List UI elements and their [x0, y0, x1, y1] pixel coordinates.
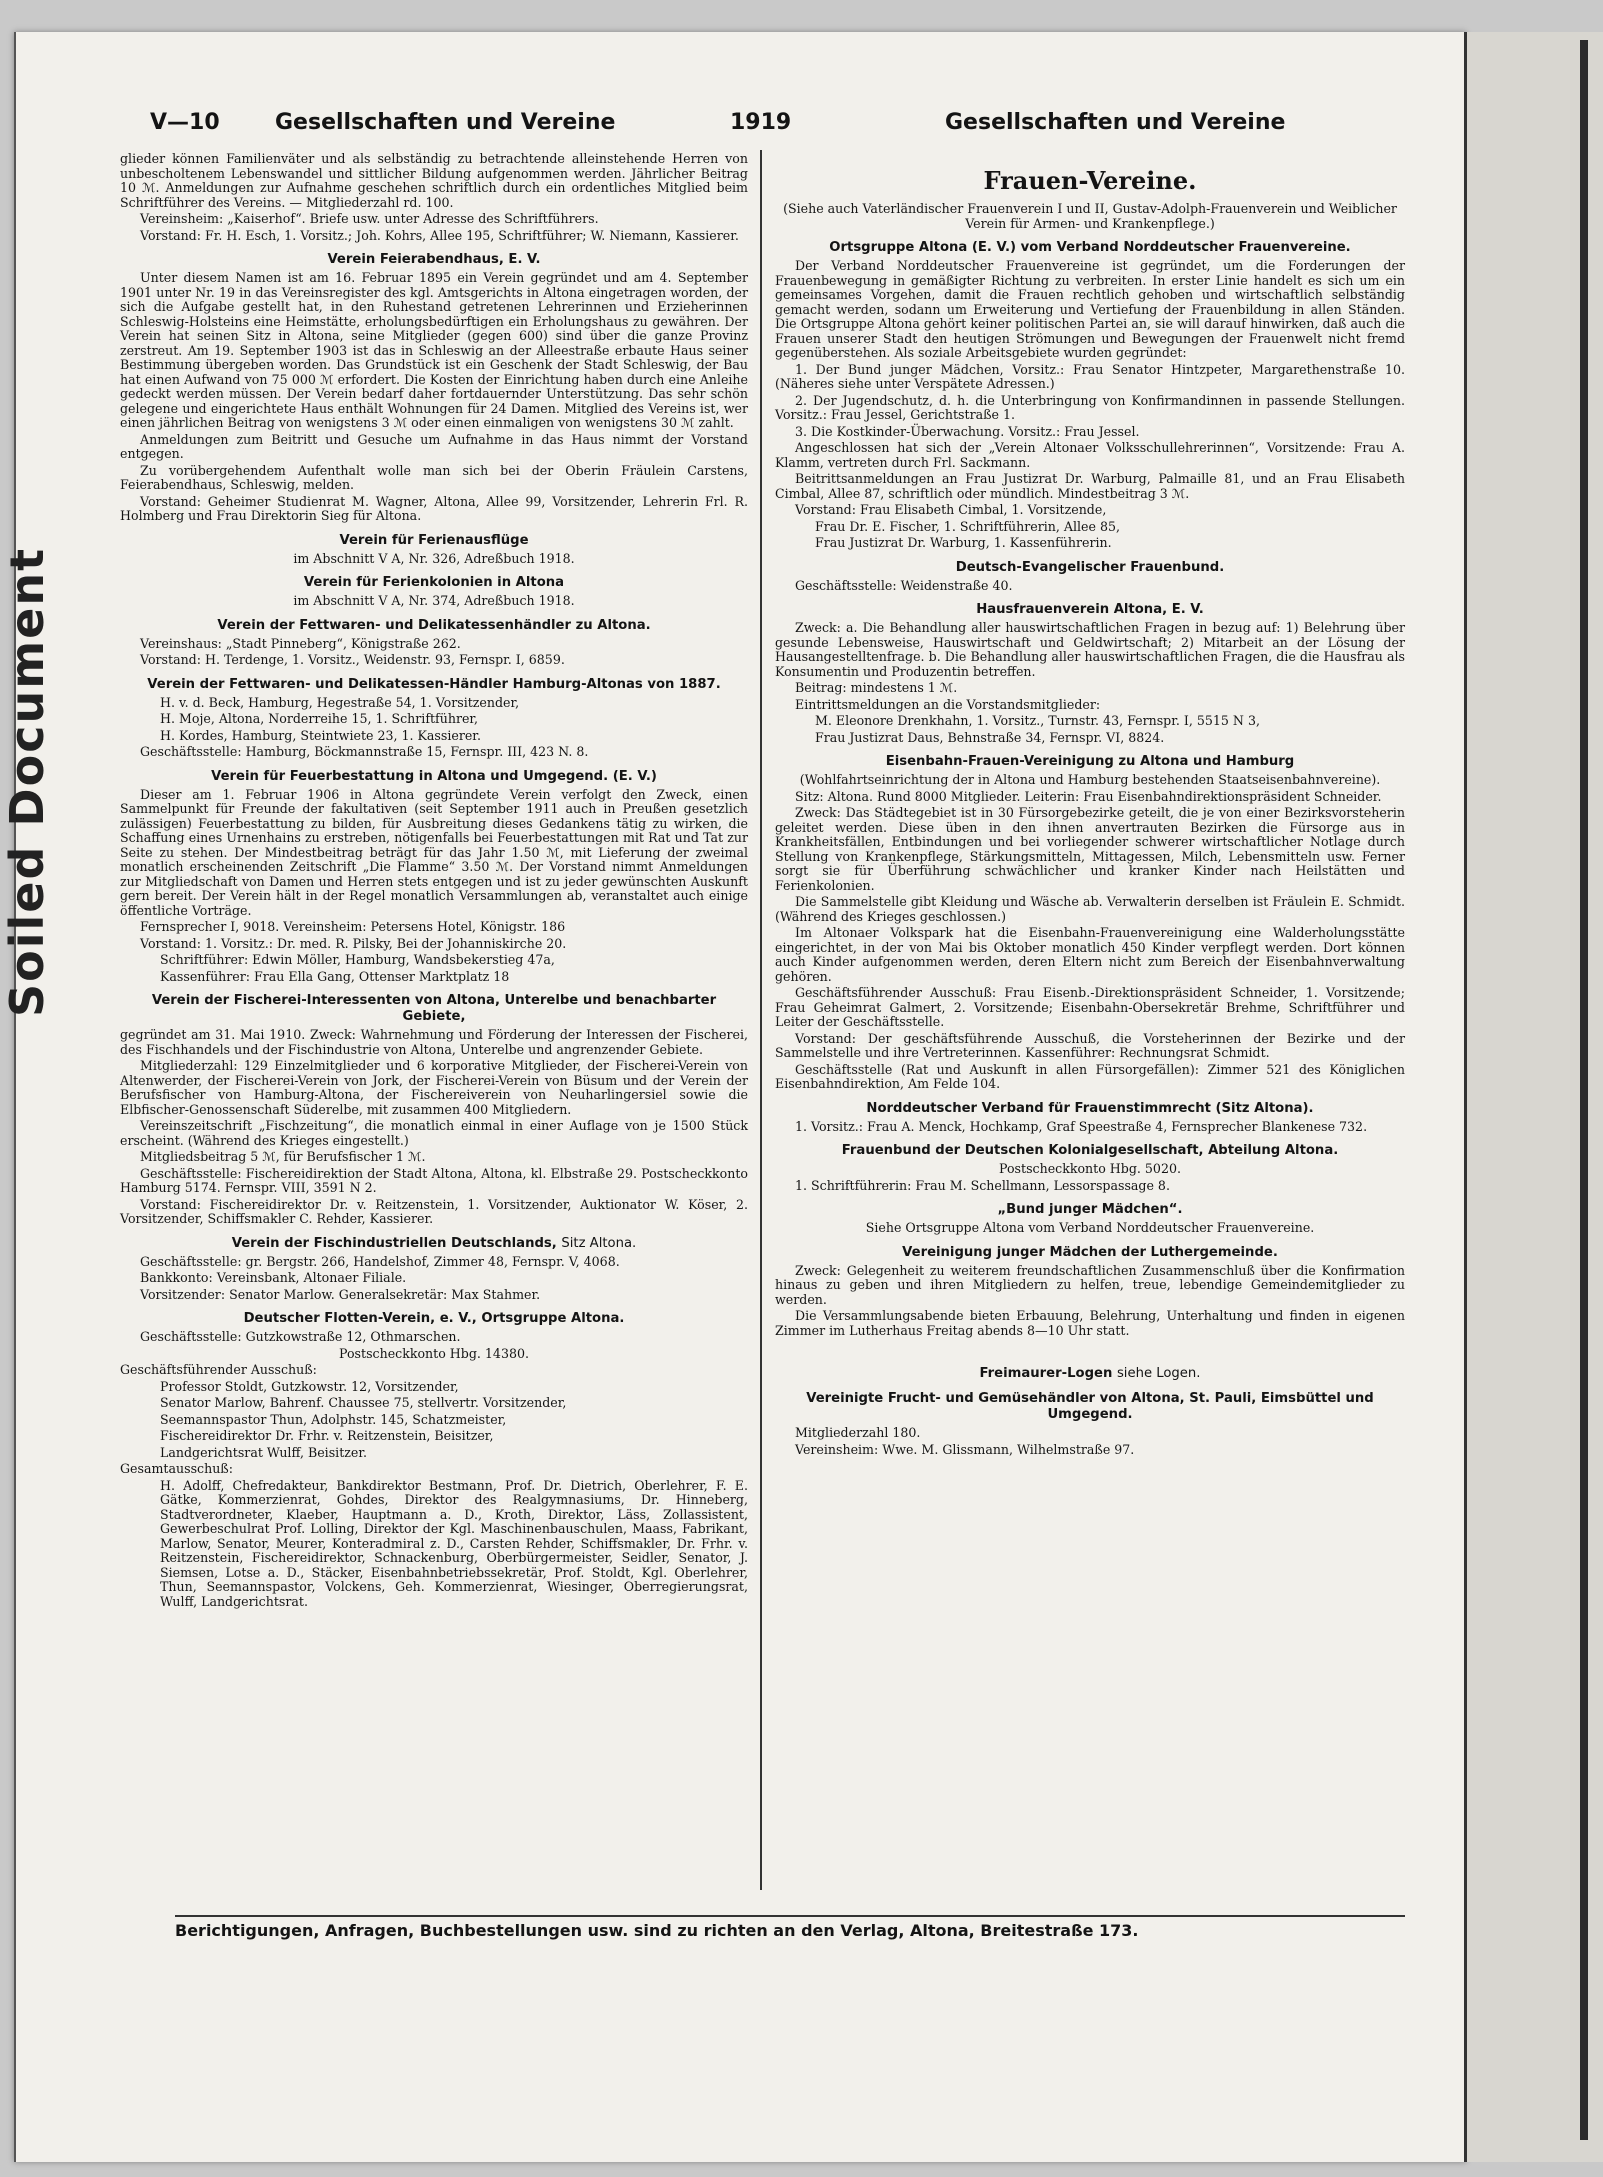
paragraph: Frau Justizrat Daus, Behnstraße 34, Fernspr. VI, 8824. — [815, 729, 1165, 745]
section-title: Verein der Fischerei-Interessenten von Altona, Unterelbe und benachbarter Gebiete, — [151, 993, 717, 1024]
paragraph: Zweck: a. Die Behandlung aller hauswirtschaftlichen Fragen in bezug auf: 1) Belehrung über gesunde Lebensweise, Hauswirtschaft und Geldwirtschaft; 2) Mitarbeit an der Lösung der Hausangestelltenfrage. b. Die Behandlung aller hauswirtschaftlichen Fragen, die die Hausfrau als Konsumentin und Produzentin betreffen. — [775, 620, 1405, 679]
page-number: V—10 — [150, 110, 220, 135]
paragraph: Angeschlossen hat sich der „Verein Altonaer Volksschullehrerinnen“, Vorsitzende: Frau A. Klamm, vertreten durch Frl. Sackmann. — [775, 440, 1405, 470]
paragraph: H. v. d. Beck, Hamburg, Hegestraße 54, 1. Vorsitzender, — [160, 694, 520, 710]
section-title: Verein für Feuerbestattung in Altona und Umgegend. (E. V.) — [211, 768, 657, 784]
section-title-suffix: Sitz Altona. — [561, 1235, 637, 1251]
running-header — [150, 110, 1320, 144]
paragraph: Kassenführer: Frau Ella Gang, Ottenser Marktplatz 18 — [160, 968, 510, 984]
paragraph: Siehe Ortsgruppe Altona vom Verband Norddeutscher Frauenvereine. — [865, 1220, 1315, 1235]
section-title: Verein für Ferienausflüge — [339, 532, 529, 548]
paragraph: Postscheckkonto Hbg. 14380. — [339, 1345, 529, 1361]
binding-shadow — [1580, 40, 1588, 2140]
paragraph: Professor Stoldt, Gutzkowstr. 12, Vorsitzender, — [160, 1378, 459, 1394]
section-title: Norddeutscher Verband für Frauenstimmrecht (Sitz Altona). — [866, 1100, 1314, 1116]
paragraph: 1. Der Bund junger Mädchen, Vorsitz.: Frau Senator Hintzpeter, Margarethenstraße 10. (Näheres siehe unter Verspätete Adressen.) — [775, 361, 1405, 391]
section-title: Ortsgruppe Altona (E. V.) vom Verband Norddeutscher Frauenvereine. — [829, 240, 1351, 255]
paragraph: Frau Justizrat Dr. Warburg, 1. Kassenführerin. — [815, 535, 1112, 550]
paragraph: 2. Der Jugendschutz, d. h. die Unterbringung von Konfirmandinnen in passende Stellungen. Vorsitz.: Frau Jessel, Gerichtstraße 1. — [775, 392, 1405, 422]
paragraph: Der Verband Norddeutscher Frauenvereine ist gegründet, um die Forderungen der Frauenbewegung in gemäßigter Richtung zu verbreiten. In erster Linie handelt es sich um ein gemeinsames Vorgehen, damit die Frauen rechtlich gehoben und wirtschaftlich selbständig gemacht werden, sodann um Erweiterung und Vertiefung der Frauenbildung in allen Ständen. Die Ortsgruppe Altona gehört keiner politischen Partei an, sie will darauf hinwirken, daß auch die Frauen unserer Stadt den heutigen Strömungen und Bewegungen der Frauenwelt nicht fremd gegenüberstehen. Als soziale Arbeitsgebiete wurden gegründet: — [775, 258, 1405, 360]
paragraph: Landgerichtsrat Wulff, Beisitzer. — [160, 1444, 367, 1460]
paragraph: Zweck: Das Städtegebiet ist in 30 Fürsorgebezirke geteilt, die je von einer Bezirksvorsteherin geleitet werden. Diese üben in den ihnen anvertrauten Bezirken die Fürsorge aus in Krankheitsfällen, Entbindungen und bei vorliegender schwerer wirtschaftlicher Notlage durch Stellung von Krankenpflege, Stärkungsmitteln, Mittagessen, Milch, Lebensmitteln usw. Ferner sorgt sie für Überführung schwächlicher und kranker Kinder nach Heilstätten und Ferienkolonien. — [775, 805, 1405, 893]
section-title-suffix: siehe Logen. — [1116, 1366, 1201, 1381]
paragraph: gegründet am 31. Mai 1910. Zweck: Wahrnehmung und Förderung der Interessen der Fischerei, des Fischhandels und der Fischindustrie von Altona, Unterelbe und angrenzender Gebiete. — [120, 1027, 748, 1057]
section-title-text: Verein der Fischindustriellen Deutschlands, — [231, 1235, 557, 1251]
paragraph: Zu vorübergehendem Aufenthalt wolle man sich bei der Oberin Fräulein Carstens, Feierabendhaus, Schleswig, melden. — [120, 462, 748, 492]
header-right-title: Gesellschaften und Vereine — [945, 110, 1286, 135]
paragraph: Fischereidirektor Dr. Frhr. v. Reitzenstein, Beisitzer, — [160, 1428, 494, 1443]
section-title: Hausfrauenverein Altona, E. V. — [976, 602, 1204, 617]
paragraph: (Wohlfahrtseinrichtung der in Altona und Hamburg bestehenden Staatseisenbahnvereine). — [799, 772, 1381, 787]
paragraph: Mitgliederzahl 180. — [795, 1425, 921, 1440]
section-title: Eisenbahn-Frauen-Vereinigung zu Altona und Hamburg — [885, 754, 1295, 769]
edge-watermark: Soiled Document — [0, 546, 54, 1018]
left-column — [120, 152, 748, 1897]
paragraph: Vorstand: H. Terdenge, 1. Vorsitz., Weidenstr. 93, Fernspr. I, 6859. — [140, 652, 565, 667]
paragraph: Eintrittsmeldungen an die Vorstandsmitglieder: — [795, 696, 1101, 712]
paragraph: Schriftführer: Edwin Möller, Hamburg, Wandsbekerstieg 47a, — [160, 952, 555, 967]
paragraph: Geschäftsführender Ausschuß: — [120, 1362, 317, 1377]
paragraph: Postscheckkonto Hbg. 5020. — [999, 1161, 1181, 1176]
section-title: Verein der Fettwaren- und Delikatessenhändler zu Altona. — [217, 617, 651, 633]
section-title — [120, 1236, 748, 1252]
paragraph: Gesamtausschuß: — [120, 1461, 233, 1476]
paragraph: Zweck: Gelegenheit zu weiterem freundschaftlichen Zusammenschluß über die Konfirmation hinaus zu geben und ihren Mitgliedern zu helfen, treue, lebendige Gemeindemitglieder zu werden. — [775, 1262, 1405, 1307]
section-title-text: Freimaurer-Logen — [979, 1366, 1113, 1381]
paragraph: Sitz: Altona. Rund 8000 Mitglieder. Leiterin: Frau Eisenbahndirektionspräsident Schneider. — [795, 788, 1382, 804]
paragraph: Frau Dr. E. Fischer, 1. Schriftführerin, Allee 85, — [815, 518, 1120, 534]
section-title: Vereinigte Frucht- und Gemüsehändler von Altona, St. Pauli, Eimsbüttel und Umgegend. — [806, 1391, 1374, 1422]
section-title: Deutscher Flotten-Verein, e. V., Ortsgruppe Altona. — [243, 1311, 625, 1326]
paragraph: Vorstand: Fr. H. Esch, 1. Vorsitz.; Joh. Kohrs, Allee 195, Schriftführer; W. Niemann, Kassierer. — [140, 227, 739, 243]
paragraph: H. Moje, Altona, Norderreihe 15, 1. Schriftführer, — [160, 711, 479, 726]
paragraph: Vereinshaus: „Stadt Pinneberg“, Königstraße 262. — [140, 635, 461, 651]
paragraph: Vereinsheim: Wwe. M. Glissmann, Wilhelmstraße 97. — [795, 1441, 1135, 1457]
paragraph: im Abschnitt V A, Nr. 374, Adreßbuch 1918. — [293, 593, 575, 608]
paragraph: Seemannspastor Thun, Adolphstr. 145, Schatzmeister, — [160, 1411, 507, 1427]
paragraph: glieder können Familienväter und als selbständig zu betrachtende alleinstehende Herren von unbescholtenem Lebenswandel und sittlicher Bildung aufgenommen werden. Jährlicher Beitrag 10 ℳ. Anmeldungen zur Aufnahme geschehen schriftlich durch ein ordentliches Mitglied beim Schriftführer des Vereins. — Mitgliederzahl rd. 100. — [120, 151, 748, 210]
paragraph: im Abschnitt V A, Nr. 326, Adreßbuch 1918. — [293, 550, 575, 566]
paragraph: Anmeldungen zum Beitritt und Gesuche um Aufnahme in das Haus nimmt der Vorstand entgegen. — [120, 431, 748, 461]
paragraph: Geschäftsstelle: Hamburg, Böckmannstraße 15, Fernspr. III, 423 N. 8. — [140, 744, 589, 759]
paragraph: Im Altonaer Volkspark hat die Eisenbahn-Frauenvereinigung eine Walderholungsstätte eingerichtet, in der von Mai bis Oktober monatlich 450 Kinder verpflegt werden. Dort können auch Kinder aufgenommen werden, deren Eltern nicht zum Bereich der Eisenbahnverwaltung gehören. — [775, 925, 1405, 984]
paragraph: Beitrittsanmeldungen an Frau Justizrat Dr. Warburg, Palmaille 81, und an Frau Elisabeth Cimbal, Allee 87, schriftlich oder mündlich. Mindestbeitrag 3 ℳ. — [775, 471, 1405, 501]
paragraph: Geschäftsstelle: Weidenstraße 40. — [795, 577, 1013, 593]
section-title: Deutsch-Evangelischer Frauenbund. — [955, 559, 1225, 575]
right-column — [775, 152, 1405, 1897]
paragraph: Vorstand: Frau Elisabeth Cimbal, 1. Vorsitzende, — [795, 502, 1107, 517]
paragraph: (Siehe auch Vaterländischer Frauenverein I und II, Gustav-Adolph-Frauenverein und Weiblicher Verein für Armen- und Krankenpflege.) — [783, 201, 1397, 231]
section-title: Verein Feierabendhaus, E. V. — [327, 252, 541, 267]
header-left-title: Gesellschaften und Vereine — [275, 110, 616, 135]
paragraph: Senator Marlow, Bahrenf. Chaussee 75, stellvertr. Vorsitzender, — [160, 1395, 567, 1410]
category-title: Frauen-Vereine. — [983, 166, 1197, 195]
paragraph: Bankkonto: Vereinsbank, Altonaer Filiale. — [140, 1270, 407, 1285]
paragraph: Vorstand: Fischereidirektor Dr. v. Reitzenstein, 1. Vorsitzender, Auktionator W. Köser, 2. Vorsitzender, Schiffsmakler C. Rehder, Kassierer. — [120, 1196, 748, 1226]
paragraph: Geschäftsstelle: gr. Bergstr. 266, Handelshof, Zimmer 48, Fernspr. V, 4068. — [140, 1253, 620, 1269]
paragraph: Geschäftsführender Ausschuß: Frau Eisenb.-Direktionspräsident Schneider, 1. Vorsitzende; Frau Geheimrat Galmert, 2. Vorsitzende; Eisenbahn-Obersekretär Brehme, Schriftführer und Leiter der Geschäftsstelle. — [775, 985, 1405, 1029]
paragraph: Vereinsheim: „Kaiserhof“. Briefe usw. unter Adresse des Schriftführers. — [140, 211, 599, 226]
section-title: Verein für Ferienkolonien in Altona — [303, 575, 565, 590]
paragraph: Geschäftsstelle: Fischereidirektion der Stadt Altona, Altona, kl. Elbstraße 29. Postscheckkonto Hamburg 5174. Fernspr. VIII, 3591 N 2. — [120, 1165, 748, 1195]
paragraph: Vorsitzender: Senator Marlow. Generalsekretär: Max Stahmer. — [140, 1286, 541, 1302]
section-title: Frauenbund der Deutschen Kolonialgesellschaft, Abteilung Altona. — [841, 1143, 1339, 1158]
section-title — [775, 1366, 1405, 1382]
header-year: 1919 — [730, 110, 792, 135]
paragraph: Die Versammlungsabende bieten Erbauung, Belehrung, Unterhaltung und finden in eigenen Zimmer im Lutherhaus Freitag abends 8—10 Uhr statt. — [775, 1308, 1405, 1338]
paragraph: Vorstand: 1. Vorsitz.: Dr. med. R. Pilsky, Bei der Johanniskirche 20. — [140, 935, 567, 951]
paragraph: Beitrag: mindestens 1 ℳ. — [795, 680, 958, 695]
paragraph: Mitgliederzahl: 129 Einzelmitglieder und 6 korporative Mitglieder, der Fischerei-Verein von Altenwerder, der Fischerei-Verein von Jork, der Fischerei-Verein von Büsum und der Verein der Berufsfischer von Hamburg-Altona, der Fischereiverein von Neuharlingersiel sowie die Elbfischer-Genossenschaft Süderelbe, mit zusammen 400 Mitgliedern. — [120, 1058, 748, 1117]
section-title: „Bund junger Mädchen“. — [997, 1202, 1183, 1217]
paragraph: Vorstand: Geheimer Studienrat M. Wagner, Altona, Allee 99, Vorsitzender, Lehrerin Frl. R. Holmberg und Frau Direktorin Sieg für Altona. — [120, 493, 748, 523]
paragraph: Geschäftsstelle (Rat und Auskunft in allen Fürsorgefällen): Zimmer 521 des Königlichen Eisenbahndirektion, Am Felde 104. — [775, 1061, 1405, 1091]
section-title: Verein der Fettwaren- und Delikatessen-Händler Hamburg-Altonas von 1887. — [147, 676, 721, 692]
column-divider — [760, 150, 762, 1890]
paragraph: Die Sammelstelle gibt Kleidung und Wäsche ab. Verwalterin derselben ist Fräulein E. Schmidt. (Während des Krieges geschlossen.) — [775, 894, 1405, 924]
paragraph: 1. Vorsitz.: Frau A. Menck, Hochkamp, Graf Speestraße 4, Fernsprecher Blankenese 732. — [795, 1118, 1368, 1134]
paragraph: Geschäftsstelle: Gutzkowstraße 12, Othmarschen. — [140, 1329, 461, 1344]
paragraph: 1. Schriftführerin: Frau M. Schellmann, Lessorspassage 8. — [795, 1177, 1170, 1193]
paragraph: Mitgliedsbeitrag 5 ℳ, für Berufsfischer 1 ℳ. — [140, 1149, 426, 1164]
paragraph: Unter diesem Namen ist am 16. Februar 1895 ein Verein gegründet und am 4. September 1901 unter Nr. 19 in das Vereinsregister des kgl. Amtsgerichts in Altona eingetragen worden, der sich die Aufgabe gestellt hat, in den Ruhestand getretenen Lehrerinnen und Erzieherinnen Schleswig-Holsteins eine Heimstätte, erholungsbedürftigen ein Erholungshaus zu gewähren. Der Verein hat seinen Sitz in Altona, seine Mitglieder (gegen 600) sind über die ganze Provinz zerstreut. Am 19. September 1903 ist das in Schleswig an der Alleestraße erbaute Haus seiner Bestimmung übergeben worden. Das Grundstück ist ein Geschenk der Stadt Schleswig, der Bau hat einen Aufwand von 75 000 ℳ erfordert. Die Kosten der Einrichtung haben durch eine Anleihe gedeckt werden müssen. Der Verein bedarf daher fortdauernder Unterstützung. Das sehr schön gelegene und eingerichtete Haus enthält Wohnungen für 24 Damen. Mitglied des Vereins ist, wer einen jährlichen Beitrag von wenigstens 3 ℳ oder einen einmaligen von wenigstens 30 ℳ zahlt. — [120, 270, 748, 430]
paragraph: Dieser am 1. Februar 1906 in Altona gegründete Verein verfolgt den Zweck, einen Sammelpunkt für Freunde der fakultativen (seit September 1911 auch in Preußen gesetzlich zulässigen) Feuerbestattung zu bilden, für Ausbreitung dieses Gedankens tätig zu wirken, die Schaffung eines Urnenhains zu erstreben, nötigenfalls bei Feuerbestattungen mit Rat und Tat zur Seite zu stehen. Der Mindestbeitrag beträgt für das Jahr 1.50 ℳ, mit Lieferung der zweimal monatlich erscheinenden Zeitschrift „Die Flamme“ 3.50 ℳ. Der Vorstand nimmt Anmeldungen zur Mitgliedschaft von Damen und Herren stets entgegen und ist zu jeder gewünschten Auskunft gern bereit. Der Verein hält in der Regel monatlich Versammlungen ab, veranstaltet auch einige öffentliche Vorträge. — [120, 786, 748, 918]
paragraph: H. Kordes, Hamburg, Steintwiete 23, 1. Kassierer. — [160, 727, 481, 743]
publisher-footer: Berichtigungen, Anfragen, Buchbestellungen usw. sind zu richten an den Verlag, Altona, Breitestraße 173. — [175, 1915, 1405, 1940]
section-title: Vereinigung junger Mädchen der Luthergemeinde. — [902, 1244, 1278, 1260]
paragraph: Vorstand: Der geschäftsführende Ausschuß, die Vorsteherinnen der Bezirke und der Sammelstelle und ihre Vertreterinnen. Kassenführer: Rechnungsrat Schmidt. — [775, 1030, 1405, 1060]
paragraph: Vereinszeitschrift „Fischzeitung“, die monatlich einmal in einer Auflage von je 1500 Stück erscheint. (Während des Krieges eingestellt.) — [120, 1118, 748, 1148]
paragraph: 3. Die Kostkinder-Überwachung. Vorsitz.: Frau Jessel. — [795, 423, 1140, 439]
paragraph: Fernsprecher I, 9018. Vereinsheim: Petersens Hotel, Königstr. 186 — [140, 919, 566, 934]
paragraph: H. Adolff, Chefredakteur, Bankdirektor Bestmann, Prof. Dr. Dietrich, Oberlehrer, F. E. Gätke, Kommerzienrat, Gohdes, Direktor des Realgymnasiums, Dr. Hinneberg, Stadtverordneter, Klaeber, Hauptmann a. D., Kroth, Direktor, Läss, Zollassistent, Gewerbeschulrat Prof. Lolling, Direktor der Kgl. Maschinenbauschulen, Maass, Fabrikant, Marlow, Senator, Meurer, Konteradmiral z. D., Carsten Rehder, Schiffsmakler, Dr. Frhr. v. Reitzenstein, Fischereidirektor, Schnackenburg, Oberbürgermeister, Seidler, Senator, J. Siemsen, Lotse a. D., Stäcker, Eisenbahnbetriebssekretär, Prof. Stoldt, Kgl. Oberlehrer, Thun, Seemannspastor, Volckens, Geh. Kommerzienrat, Wiesinger, Oberregierungsrat, Wulff, Landgerichtsrat. — [160, 1477, 748, 1609]
paragraph: M. Eleonore Drenkhahn, 1. Vorsitz., Turnstr. 43, Fernspr. I, 5515 N 3, — [815, 713, 1260, 728]
